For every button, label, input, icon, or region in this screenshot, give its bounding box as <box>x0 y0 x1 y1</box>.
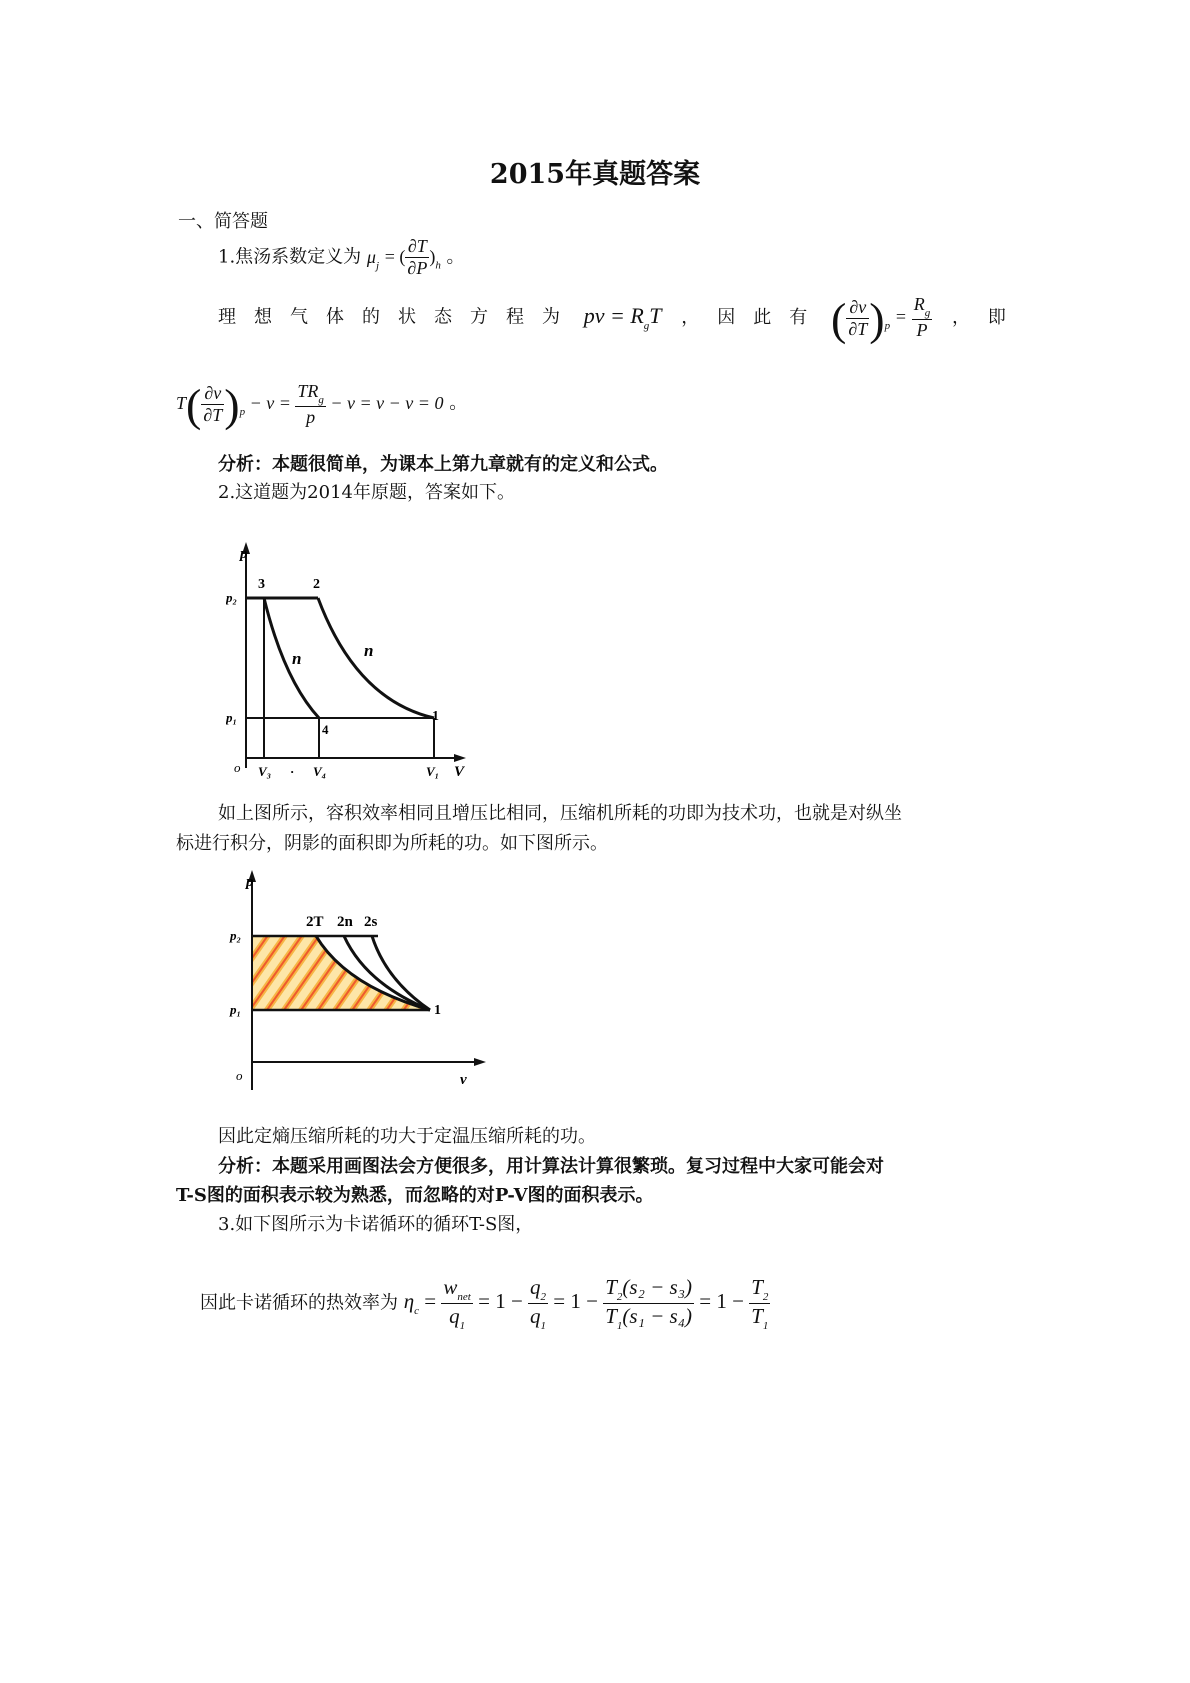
t2s-rest: (s₂ − s₃) <box>622 1275 693 1299</box>
fig1-v-arrow <box>454 754 466 762</box>
fig2-label-2T: 2T <box>306 914 324 930</box>
t2-over-t1 <box>749 1275 770 1332</box>
fig1-point-1: 1 <box>432 709 439 724</box>
trg-g: g <box>318 394 324 406</box>
derivation-T: T <box>176 392 187 413</box>
derivation-part1: − v = <box>249 392 291 413</box>
jt-num: ∂T <box>405 236 429 258</box>
fig1-n-right: n <box>364 641 374 660</box>
trg-num: TR <box>297 381 319 401</box>
q1: q <box>449 1304 460 1328</box>
state-eq-g: g <box>643 319 650 332</box>
q2-analysis-line2: T-S图的面积表示较为熟悉，而忽略的对P-V图的面积表示。 <box>176 1185 654 1206</box>
state-eq-main: pv = R <box>583 302 644 328</box>
trg-den: p <box>306 407 316 427</box>
fig1-origin: o <box>234 760 241 775</box>
fig2-point-1: 1 <box>434 1003 441 1018</box>
derivation-end: 。 <box>449 392 468 414</box>
q2-analysis-line1: 分析：本题采用画图法会方便很多，用计算法计算很繁琐。复习过程中大家可能会对 <box>218 1156 884 1177</box>
eq-sign: = <box>895 306 906 327</box>
t2-sub: 2 <box>762 1291 769 1303</box>
fig2-label-2n: 2n <box>337 914 353 930</box>
fig1-dot: · <box>290 764 295 779</box>
fig2-origin: o <box>236 1068 243 1083</box>
fig2-axis-v: v <box>460 1072 467 1088</box>
w: w <box>443 1275 458 1299</box>
fig1-v4: V₄ <box>313 764 327 779</box>
eta-sub: c <box>414 1305 420 1318</box>
rg-over-p <box>912 294 933 341</box>
ie-text: ，即 <box>951 306 1024 328</box>
rg-R: R <box>913 294 925 315</box>
fig1-p2-label: p₂ <box>226 590 238 605</box>
therefore-text: ，因此有 <box>681 306 826 328</box>
derivation-part2: − v = v − v = 0 <box>330 392 444 413</box>
fig1-n-left: n <box>292 649 302 668</box>
q1-definition <box>218 236 465 279</box>
eq-close: ) <box>429 246 436 267</box>
carnot-efficiency <box>200 1275 770 1332</box>
fig2-label-2s: 2s <box>364 914 378 930</box>
t1s-T: T <box>605 1304 617 1328</box>
pv-diagram-1 <box>226 540 486 785</box>
eq1: = <box>424 1289 437 1314</box>
dT: ∂T <box>848 319 868 339</box>
q1-end: 。 <box>446 246 465 268</box>
fig1-v3: V₃ <box>258 764 272 779</box>
fig2-shaded-area <box>252 936 430 1010</box>
eta: η <box>403 1289 415 1314</box>
fig2-p1-label: p₁ <box>230 1002 242 1017</box>
q2-sub: 2 <box>540 1291 547 1303</box>
q1-analysis: 分析：本题很简单，为课本上第九章就有的定义和公式。 <box>218 454 668 475</box>
q2-intro: 2.这道题为2014年原题，答案如下。 <box>218 482 515 503</box>
dv-dT-partial: ( $\frac{\partial v}{\partial T}$ )$_p$ <box>831 293 891 344</box>
one-minus-1: = 1 − <box>478 1289 523 1314</box>
eq-open: = ( <box>384 246 406 267</box>
q1-sub: 1 <box>459 1320 466 1332</box>
fig2-axis-p: p <box>246 874 254 890</box>
dv: ∂v <box>846 297 869 319</box>
carnot-formula: $\eta_c$ = $\frac{w_{net}}{q_1}$ = 1 − $\frac{q_2}{q_1}$ = 1 − $\frac{T_2(s_2 - s_3)}{T_1(s_1 - s_4)}$ = 1 − $\frac{T_2}{T_1}$ <box>403 1275 769 1332</box>
q2-explain-line1: 如上图所示，容积效率相同且增压比相同，压缩机所耗的功即为技术功，也就是对纵坐 <box>218 803 902 824</box>
jt-fraction <box>405 236 429 279</box>
fig2-p2-label: p₂ <box>230 928 242 943</box>
t2: T <box>751 1275 763 1299</box>
mu: μ <box>366 246 376 267</box>
t2s-sub: 2 <box>616 1291 623 1303</box>
q2-conclusion: 因此定熵压缩所耗的功大于定温压缩所耗的功。 <box>218 1126 596 1147</box>
entropy-fraction <box>603 1275 694 1332</box>
section-heading: 一、简答题 <box>178 211 268 232</box>
fig1-axis-p: p <box>240 546 248 562</box>
rg-g: g <box>924 307 931 320</box>
fig1-point-4: 4 <box>322 722 329 737</box>
efficiency-text: 因此卡诺循环的热效率为 <box>200 1292 398 1314</box>
q1-intro: 1.焦汤系数定义为 <box>218 246 362 268</box>
q1-ideal-gas-line <box>218 292 1024 345</box>
q2-over-q1: $\frac{q_2}{q_1}$ <box>530 1275 547 1332</box>
ideal-gas-text: 理想气体的状态方程为 <box>218 306 578 328</box>
t1s-rest: (s₁ − s₄) <box>622 1304 693 1328</box>
mu-symbol <box>366 246 380 272</box>
mu-sub: j <box>375 259 380 272</box>
page-title: 2015年真题答案 <box>489 159 701 190</box>
q2-explain-line2: 标进行积分，阴影的面积即为所耗的功。如下图所示。 <box>176 833 608 854</box>
fig1-axis-v: V <box>454 764 465 780</box>
fig1-point-2: 2 <box>313 577 320 592</box>
t2s-T: T <box>605 1275 617 1299</box>
t1-sub: 1 <box>762 1320 769 1332</box>
fig1-curve-2-1 <box>318 598 434 718</box>
h-sub: h <box>435 259 441 272</box>
state-equation <box>583 302 662 332</box>
derivation: T( $\frac{\partial v}{\partial T}$ )$_p - v$ = $\frac{TR_g}{p}$ − v = v − v = 0 <box>176 379 444 430</box>
jt-den: ∂P <box>407 258 428 278</box>
p-sub: p <box>884 319 891 332</box>
pv-diagram-2 <box>226 868 526 1108</box>
w-sub: net <box>457 1291 471 1303</box>
fig2-v-arrow <box>474 1058 486 1066</box>
fig1-v1: V₁ <box>426 764 440 779</box>
q3-intro: 3.如下图所示为卡诺循环的循环T-S图， <box>218 1214 534 1235</box>
state-eq-T: T <box>649 302 662 328</box>
q2: q <box>530 1275 541 1299</box>
t1s-sub: 1 <box>616 1320 623 1332</box>
rg-den: P <box>916 320 928 341</box>
fig1-point-3: 3 <box>258 577 265 592</box>
t1: T <box>751 1304 763 1328</box>
w-over-q1 <box>441 1275 472 1332</box>
q1-derivation-line <box>176 378 467 431</box>
fig1-p1-label: p₁ <box>226 710 238 725</box>
